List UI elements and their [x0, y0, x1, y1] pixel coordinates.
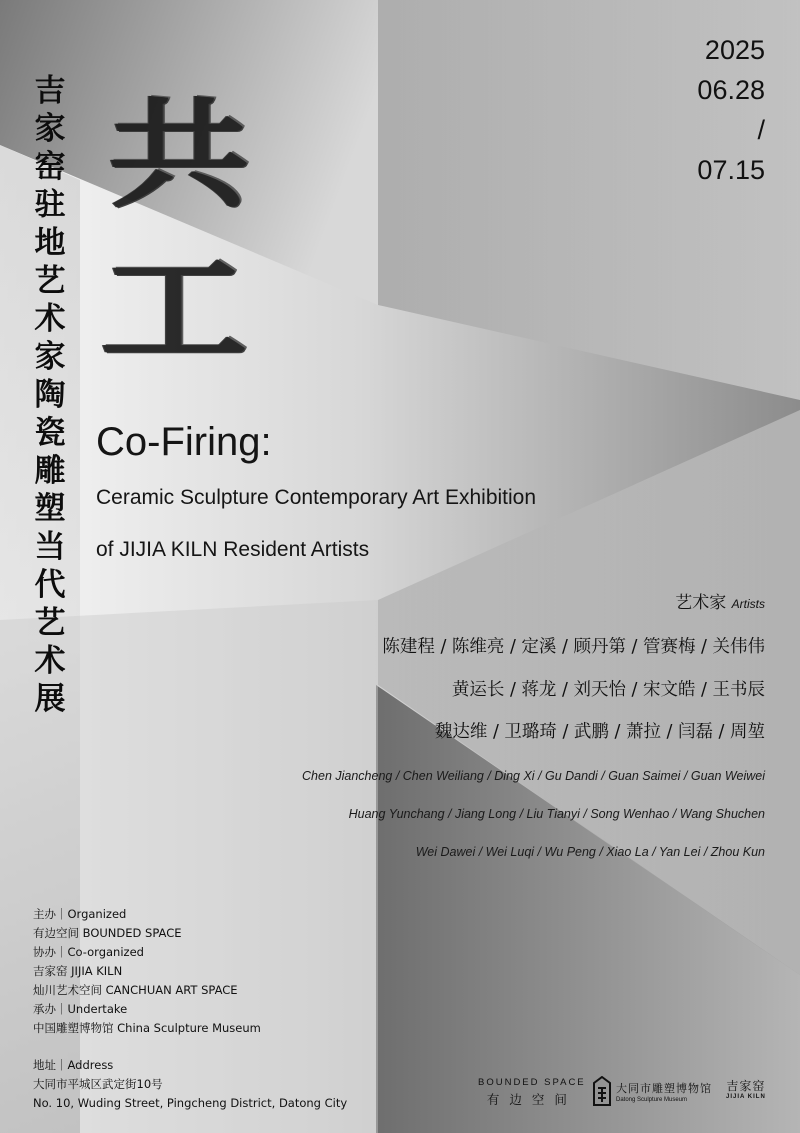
bounded-space-logo-cn: 有边空间	[486, 1092, 577, 1107]
artists-heading-cn: 艺术家	[675, 593, 727, 613]
vertical-title-char: 吉	[34, 73, 66, 109]
date-separator: /	[757, 115, 765, 145]
date-year: 2025	[704, 35, 765, 65]
date-start: 06.28	[697, 75, 765, 105]
vertical-title-char: 艺	[34, 263, 66, 299]
vertical-title-char: 展	[34, 681, 66, 717]
vertical-title-char: 家	[34, 339, 66, 375]
vertical-title-char: 驻	[34, 187, 66, 223]
vertical-title-char: 雕	[34, 453, 66, 489]
artists-cn-row-1: 陈建程 / 陈维亮 / 定溪 / 顾丹第 / 管赛梅 / 关伟伟	[382, 637, 765, 657]
english-subtitle-line-1: Ceramic Sculpture Contemporary Art Exhibition	[96, 486, 537, 509]
datong-museum-logo-en: Datong Sculpture Museum	[616, 1096, 688, 1103]
datong-museum-logo-cn: 大同市雕塑博物馆	[616, 1081, 712, 1095]
jijia-kiln-logo	[726, 1077, 766, 1100]
jijia-kiln-logo-cn: 吉家窑	[726, 1079, 766, 1093]
organizer-line: 有边空间 BOUNDED SPACE	[33, 926, 182, 940]
vertical-chinese-title	[30, 72, 70, 718]
vertical-title-char: 陶	[34, 377, 66, 413]
artists-heading-en: Artists	[731, 597, 765, 611]
bounded-space-logo	[478, 1077, 586, 1108]
address-block	[33, 1056, 347, 1113]
date-end: 07.15	[697, 155, 765, 185]
address-line: 地址｜Address	[33, 1058, 114, 1072]
vertical-title-char: 术	[34, 643, 66, 679]
vertical-title-char: 艺	[34, 605, 66, 641]
artists-en-row-1: Chen Jiancheng / Chen Weiliang / Ding Xi / Gu Dandi / Guan Saimei / Guan Weiwei	[302, 769, 765, 783]
artists-en-row-2: Huang Yunchang / Jiang Long / Liu Tianyi / Song Wenhao / Wang Shuchen	[348, 807, 765, 821]
english-title: Co-Firing:	[96, 420, 272, 464]
organizer-line: 承办｜Undertake	[33, 1002, 128, 1016]
artists-heading	[675, 588, 765, 613]
vertical-title-char: 代	[34, 567, 66, 603]
jijia-kiln-logo-en: JIJIA KILN	[726, 1094, 766, 1100]
bounded-space-logo-en: BOUNDED SPACE	[478, 1077, 586, 1088]
museum-emblem-icon	[592, 1076, 612, 1106]
vertical-title-char: 术	[34, 301, 66, 337]
vertical-title-char: 瓷	[34, 415, 66, 451]
calligraphy-char-2: 工	[100, 240, 271, 379]
vertical-title-char: 地	[34, 225, 66, 261]
english-subtitle-line-2: of JIJIA KILN Resident Artists	[96, 538, 370, 561]
vertical-title-char: 窑	[34, 149, 66, 185]
organizer-line: 中国雕塑博物馆 China Sculpture Museum	[33, 1021, 261, 1035]
organizer-line: 灿川艺术空间 CANCHUAN ART SPACE	[33, 983, 238, 997]
artists-cn-row-2: 黄运长 / 蒋龙 / 刘天怡 / 宋文皓 / 王书辰	[451, 680, 765, 700]
vertical-title-char: 塑	[34, 491, 66, 527]
address-line: 大同市平城区武定街10号	[33, 1077, 163, 1091]
exhibition-dates	[697, 30, 765, 190]
address-line: No. 10, Wuding Street, Pingcheng District, Datong City	[33, 1096, 348, 1110]
datong-museum-logo	[592, 1076, 712, 1106]
vertical-title-char: 家	[34, 111, 66, 147]
organizer-line: 吉家窑 JIJIA KILN	[33, 964, 123, 978]
vertical-title-char: 当	[34, 529, 66, 565]
organizer-line: 协办｜Co-organized	[33, 945, 144, 959]
organizer-line: 主办｜Organized	[33, 907, 127, 921]
calligraphy-char-1: 共	[108, 85, 272, 224]
artists-en-row-3: Wei Dawei / Wei Luqi / Wu Peng / Xiao La / Yan Lei / Zhou Kun	[415, 845, 765, 859]
organizers-block	[33, 905, 261, 1038]
artists-cn-row-3: 魏达维 / 卫璐琦 / 武鹏 / 萧拉 / 闫磊 / 周堃	[434, 722, 765, 742]
